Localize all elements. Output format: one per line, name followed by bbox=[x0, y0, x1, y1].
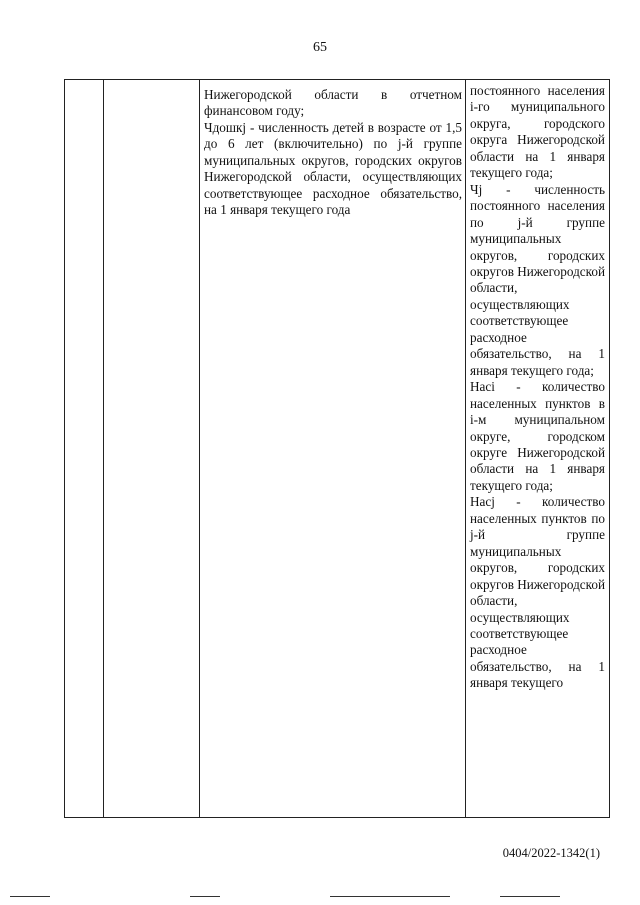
variable-paragraph: Насj - количество населенных пунктов по j-й группе муниципальных округов, городских округов Нижегородской области, осуществляющих соответствующее расходное обязательство, на 1 января текущего bbox=[470, 494, 606, 691]
formula-table bbox=[64, 79, 610, 818]
scan-artifact-line bbox=[190, 896, 220, 897]
page-number: 65 bbox=[313, 40, 327, 55]
table-cell-name bbox=[104, 80, 200, 818]
description-paragraph: Чдошкj - численность детей в возрасте от 1,5 до 6 лет (включительно) по j-й группе муниципальных округов, городских округов Нижегородской области, осуществляющих соответствующее расходное обязательство, на 1 января текущего года bbox=[204, 119, 462, 218]
document-code: 0404/2022-1342(1) bbox=[502, 846, 600, 860]
variable-paragraph: постоянного населения i-го муниципального округа, городского округа Нижегородской области на 1 января текущего года; bbox=[470, 83, 605, 181]
description-paragraph: Нижегородской области в отчетном финансовом году; bbox=[204, 87, 462, 119]
table-cell-description bbox=[200, 80, 466, 818]
table-row bbox=[65, 80, 610, 818]
scan-artifact-line bbox=[500, 896, 560, 897]
variable-paragraph: Чj - численность постоянного населения по j-й группе муниципальных округов, городских округов Нижегородской области, осуществляющих соответствующее расходное обязательство, на 1 января текущего года; bbox=[470, 181, 606, 378]
variable-paragraph: Насi - количество населенных пунктов в i-м муниципальном округе, городском округе Нижегородской области на 1 января текущего года; bbox=[470, 379, 605, 493]
scan-artifact-line bbox=[330, 896, 450, 897]
table-cell-number bbox=[65, 80, 104, 818]
scan-artifact-line bbox=[10, 896, 50, 897]
table-cell-variables bbox=[466, 80, 610, 818]
